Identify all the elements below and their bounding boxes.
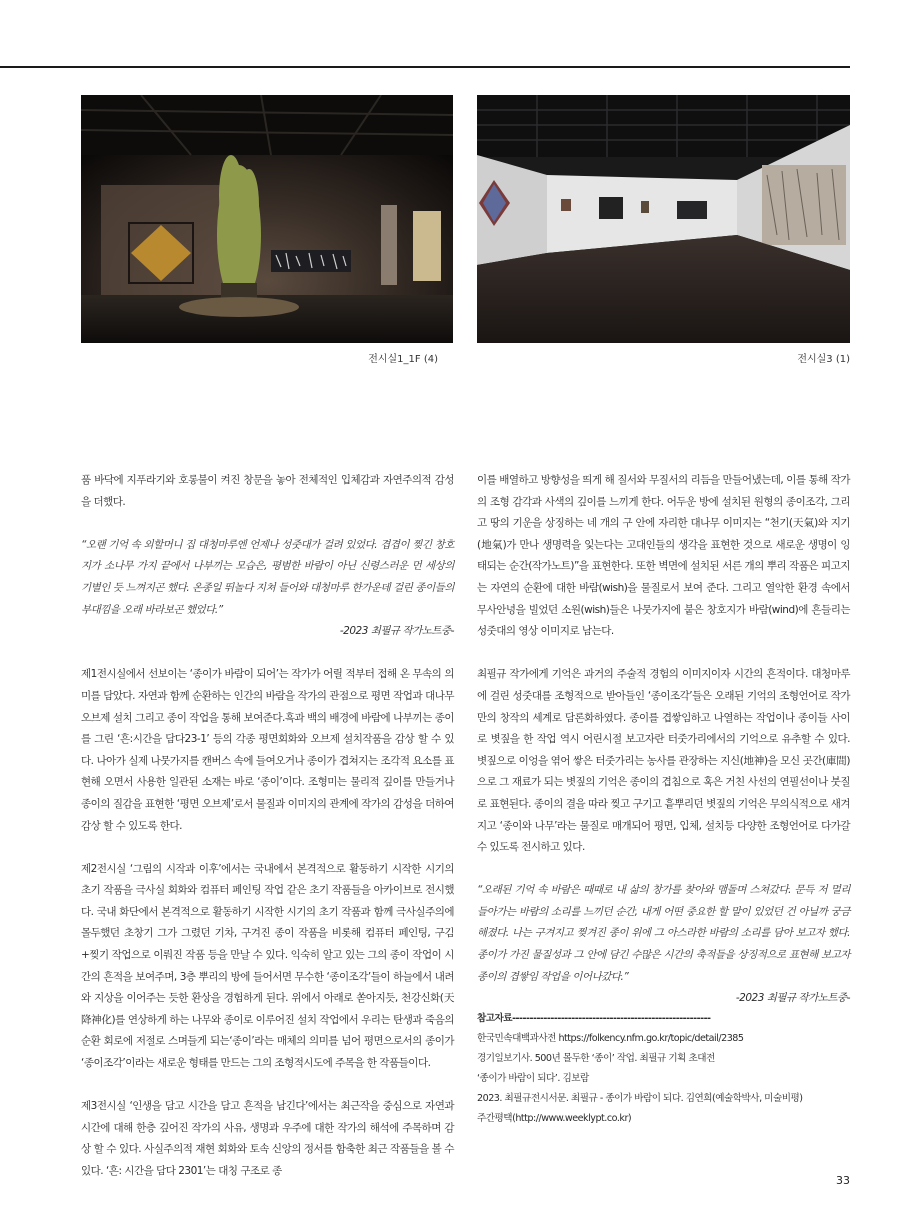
artist-quote: “오래된 기억 속 바람은 때때로 내 삶의 창가를 찾아와 맴돌며 스쳐갔다. 문득 저 멀리 들아가는 바람의 소리를 느끼던 순간, 내게 어떤 중요한 할 말이 있었던 건 아닐까 궁금해졌다. 나는 구겨지고 찢겨진 종이 위에 그 아스라한 바람의 소리를 담아 보고자 했다. 종이가 가진 물질성과 그 안에 담긴 수많은 시간의 축적들을 상징적으로 표현해 보고자 종이의 겹쌓임 작업을 이어나갔다.” [477, 884, 850, 983]
body-paragraph: 제3전시실 ‘인생을 담고 시간을 담고 흔적을 남긴다’에서는 최근작을 중심으로 자연과 시간에 대해 한층 깊어진 작가의 사유, 생명과 우주에 대한 작가의 해석에 주목하며 감상 할 수 있다. 사실주의적 재현 회화와 토속 신앙의 정서를 함축한 최근 작품들을 볼 수 있다. ‘흔: 시간을 담다 2301’는 대칭 구조로 종 [81, 1100, 455, 1177]
top-rule [0, 66, 850, 68]
gallery-photo-room3 [477, 95, 850, 343]
references-title: 참고자료--------------------------------------------------------- [477, 1013, 711, 1024]
reference-item: ‘종이가 바람이 되다’. 김보람 [477, 1073, 589, 1084]
page-number: 33 [836, 1174, 850, 1187]
body-paragraph: 품 바닥에 지푸라기와 호롱불이 켜진 창문을 놓아 전체적인 입체감과 자연주의적 감성을 더했다. [81, 474, 454, 508]
body-paragraph: 제2전시실 ‘그림의 시작과 이후’에서는 국내에서 본격적으로 활동하기 시작한 시기의 초기 작품을 극사실 회화와 컴퓨터 페인팅 작업 같은 초기 작품들을 아카이브로 전시했다. 국내 화단에서 본격적으로 활동하기 시작한 시기의 초기 작품과 함께 극사실주의에 몰두했던 초창기 그가 그렸던 기차, 구겨진 종이 작품을 비롯해 컴퓨터 페인팅, 구김+찢기 작업으로 이뤄진 작품 등을 만날 수 있다. 익숙히 알고 있는 그의 종이 작업이 시간의 흔적을 보여주며, 3층 뿌리의 방에 들어서면 무수한 ‘종이조각’들이 하늘에서 내려와 지상을 이어주는 듯한 환상을 경험하게 된다. 위에서 아래로 쏟아지듯, 천강신화(天降神化)를 연상하게 하는 나무와 종이로 이루어진 설치 작업에서 우리는 탄생과 죽음의 순환 회로에 저절로 스며들게 되는‘종이’라는 매체의 의미를 넘어 평면으로서의 종이가 ‘종이조각’이라는 새로운 형태를 만드는 그의 조형적시도에 주목을 한 작품들이다. [81, 862, 454, 1070]
body-paragraph: 최필규 작가에게 기억은 과거의 주술적 경험의 이미지이자 시간의 흔적이다. 대청마루에 걸린 성줏대를 조형적으로 받아들인 ‘종이조각’들은 오래된 기억의 조형언어로 작가만의 창작의 세계로 담론화하였다. 종이를 겹쌓임하고 나열하는 작업이나 종이들 사이로 볏짚을 한 작업 역시 어린시절 보고자란 터줏가리에서의 기억으로 유추할 수 있다. 볏짚으로 이엉을 엮어 쌓은 터줏가리는 농사를 관장하는 지신(地神)을 모신 곳간(庫間)으로 그 재료가 되는 볏짚의 기억은 종이의 겹침으로 혹은 거친 사선의 연필선이나 붓질로 표현된다. 종이의 결을 따라 찢고 구기고 흩뿌리던 볏짚의 기억은 무의식적으로 새겨지고 ‘종이와 나무’라는 물질로 매개되어 평면, 입체, 설치등 다양한 조형언어로 다가갈 수 있도록 전시하고 있다. [477, 668, 850, 854]
reference-item: 경기일보기사. 500년 몰두한 ‘종이’ 작업. 최필규 기획 초대전 [477, 1053, 715, 1064]
gallery-photo-room1 [81, 95, 453, 343]
quote-attribution: -2023 최필규 작가노트중- [339, 625, 454, 638]
right-column [477, 470, 850, 1031]
photo-caption-left: 전시실1_1F (4) [368, 354, 438, 365]
reference-item: 한국민속대백과사전 https://folkency.nfm.go.kr/topic/detail/2385 [477, 1033, 744, 1044]
body-paragraph: 제1전시실에서 선보이는 ‘종이가 바람이 되어’는 작가가 어릴 적부터 접해 온 무속의 의미를 담았다. 자연과 함께 순환하는 인간의 바람을 작가의 관점으로 평면 작업과 대나무 오브제 설치 그리고 종이 작업을 통해 보여준다.흑과 백의 배경에 바람에 나부끼는 종이를 그린 ‘흔:시간을 담다23-1’ 등의 각종 평면회화와 오브제 설치작품을 감상 할 수 있다. 나아가 실제 나뭇가지를 캔버스 속에 들여오거나 종이가 겹쳐지는 조각적 요소를 표현해 오면서 사용한 일관된 소재는 바로 ‘종이’이다. 조형미는 물리적 깊이를 만들거나 종이의 질감을 표현한 ‘평면 오브제’로서 물질과 이미지의 관계에 작가의 감성을 더하여 감상 할 수 있도록 한다. [81, 668, 454, 832]
left-column [81, 470, 454, 1204]
photo-caption-right: 전시실3 (1) [797, 354, 850, 365]
body-paragraph: 이를 배열하고 방향성을 띄게 해 질서와 무질서의 리듬을 만들어냈는데, 이를 통해 작가의 조형 감각과 사색의 깊이를 느끼게 한다. 어두운 방에 설치된 원형의 종이조각, 그리고 땅의 기운을 상징하는 네 개의 구 안에 자리한 대나무 이미지는 “천기(天氣)와 지기(地氣)가 만나 생명력을 잋는다는 고대인들의 생각을 표현한 것으로 새로운 생명이 잉태되는 순간(작가노트)”을 표현한다. 또한 벽면에 설치된 서른 개의 뿌리 작품은 피고지는 자연의 순환에 대한 바람(wish)을 물질로서 보여 준다. 그리고 열악한 환경 속에서 무사안녕을 빌었던 소원(wish)들은 나뭇가지에 붙은 창호지가 바람(wind)에 흔들리는 성줏대의 영상 이미지로 남는다. [477, 474, 850, 638]
references-section [477, 1009, 857, 1129]
reference-item: 주간평택(http://www.weeklypt.co.kr) [477, 1113, 632, 1124]
reference-item: 2023. 최필규전시서문. 최필규 - 종이가 바람이 되다. 김연희(예술학박사, 미술비평) [477, 1093, 803, 1104]
artist-quote: “오랜 기억 속 외할머니 집 대청마루엔 언제나 성줏대가 걸려 있었다. 겹겹이 찢긴 창호지가 소나무 가지 끝에서 나부끼는 모습은, 평범한 바람이 아닌 신령스러운 먼 세상의 기별인 듯 느껴지곤 했다. 온종일 뛰놀다 지쳐 들어와 대청마루 한가운데 걸린 종이들의 부대낌을 오래 바라보곤 했었다.” [81, 538, 454, 616]
quote-attribution: -2023 최필규 작가노트중- [735, 992, 850, 1005]
